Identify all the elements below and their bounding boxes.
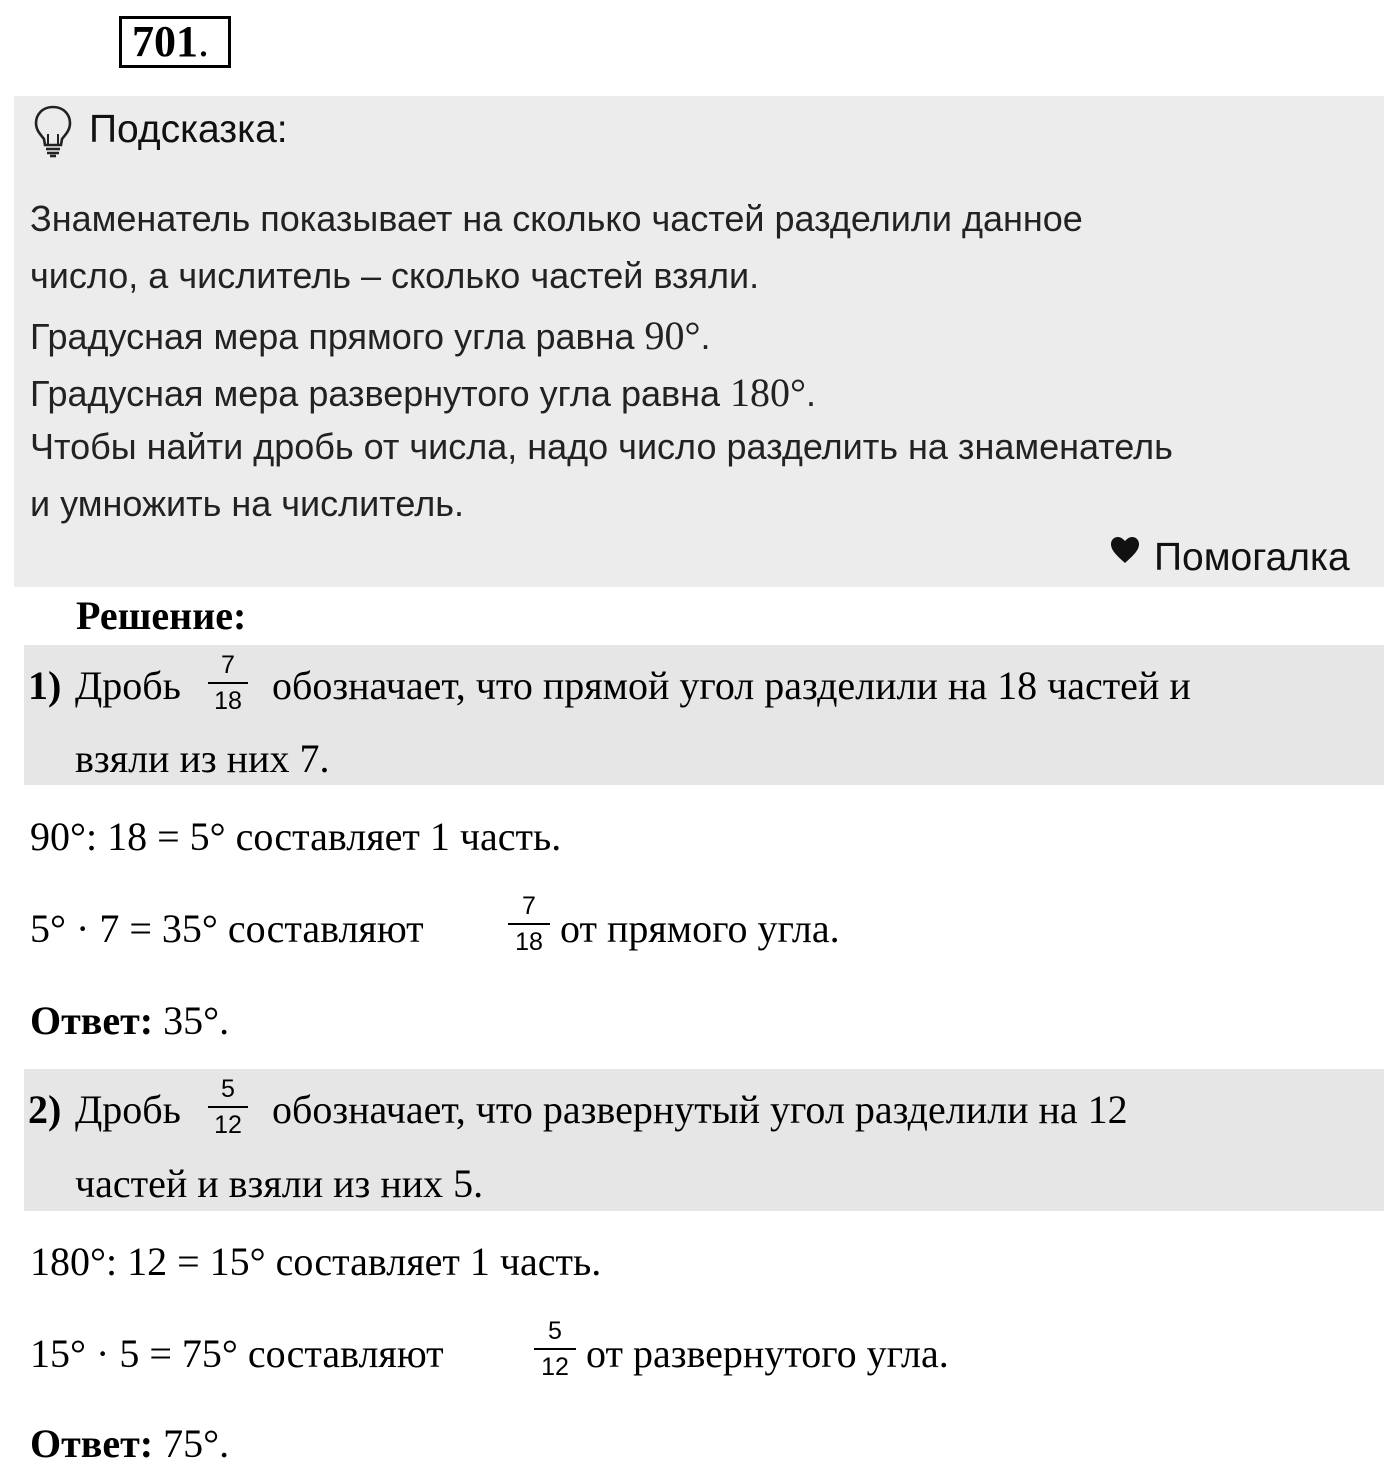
step-1-calc-1: 90°: 18 = 5° составляет 1 часть. (30, 814, 562, 859)
hint-line-5: Чтобы найти дробь от числа, надо число разделить на знаменатель (30, 426, 1173, 467)
fraction-denominator: 18 (214, 687, 242, 715)
step-1-text-b: обозначает, что прямой угол разделили на 18 частей и (272, 663, 1191, 708)
problem-number-dot: . (198, 17, 209, 66)
helper-signature (1110, 536, 1350, 580)
answer-value: 35°. (163, 998, 230, 1043)
fraction-denominator: 12 (541, 1353, 569, 1381)
step-2-marker: 2) (28, 1087, 62, 1132)
hint-line-3 (30, 312, 711, 359)
hint-line-3-tail: . (700, 316, 711, 357)
hint-line-4-number: 180° (730, 370, 807, 415)
hint-line-2: число, а числитель – сколько частей взяли. (30, 255, 760, 296)
answer-label: Ответ: (30, 998, 154, 1043)
problem-number-box (119, 16, 231, 68)
answer-label: Ответ: (30, 1421, 154, 1466)
heart-icon (1110, 536, 1140, 564)
step-2-calc-2-a: 15° · 5 = 75° составляют (30, 1331, 444, 1376)
hint-line-1: Знаменатель показывает на сколько частей разделили данное (30, 198, 1083, 239)
step-2-answer (30, 1420, 229, 1467)
step-2-text-line2: частей и взяли из них 5. (75, 1161, 484, 1206)
fraction-numerator: 7 (208, 651, 248, 684)
step-1-text-a: Дробь (75, 663, 181, 708)
step-2-calc-1: 180°: 12 = 15° составляет 1 часть. (30, 1239, 602, 1284)
fraction-denominator: 18 (515, 928, 543, 956)
step-1-calc-2-a: 5° · 7 = 35° составляют (30, 906, 424, 951)
helper-label: Помогалка (1154, 536, 1350, 579)
step-1-text-line2: взяли из них 7. (75, 736, 330, 781)
lightbulb-icon (33, 104, 73, 158)
fraction-numerator: 7 (508, 892, 550, 925)
answer-value: 75°. (163, 1421, 230, 1466)
fraction-numerator: 5 (208, 1075, 248, 1108)
step-2-calc-2-b: от развернутого угла. (586, 1331, 949, 1376)
hint-line-4-text: Градусная мера развернутого угла равна (30, 373, 731, 414)
step-2-fraction (208, 1075, 248, 1139)
step-2-text-b: обозначает, что развернутый угол разделили на 12 (272, 1087, 1128, 1132)
step-1-calc-fraction (508, 892, 550, 956)
hint-line-3-text: Градусная мера прямого угла равна (30, 316, 645, 357)
hint-title: Подсказка: (89, 108, 288, 151)
fraction-numerator: 5 (534, 1317, 576, 1350)
step-1-marker: 1) (28, 663, 62, 708)
step-2-calc-fraction (534, 1317, 576, 1381)
hint-line-3-number: 90° (644, 313, 701, 358)
fraction-denominator: 12 (214, 1111, 242, 1139)
step-1-answer (30, 997, 229, 1044)
hint-line-4 (30, 369, 816, 416)
problem-number: 701 (132, 17, 198, 66)
solution-heading: Решение: (76, 593, 247, 638)
step-2-text-a: Дробь (75, 1087, 181, 1132)
hint-line-4-tail: . (806, 373, 817, 414)
hint-line-6: и умножить на числитель. (30, 483, 464, 524)
step-1-calc-2-b: от прямого угла. (560, 906, 840, 951)
step-1-fraction (208, 651, 248, 715)
